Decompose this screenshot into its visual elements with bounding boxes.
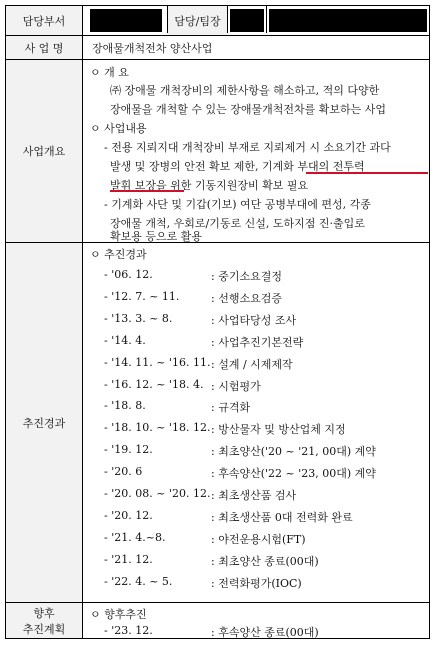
content-text: 발휘 보장을 위한 기동지원장비 확보 필요 [110,179,309,192]
timeline-desc: : 야전운용시험(FT) [211,533,306,546]
timeline-desc: : 최초생산품 0대 전력화 완료 [211,511,353,524]
manager-label: 담당/팀장 [168,6,227,35]
content-text: - 전용 지뢰지대 개척장비 부재로 지뢰제거 시 소요기간 과다 [104,141,391,154]
future-desc: : 후속양산 종료(00대) [211,626,319,639]
timeline-date: - '18. 8. [104,399,146,412]
overview-label: 사업개요 [6,60,82,242]
dept-label: 담당부서 [6,6,82,35]
timeline-desc: : 최초양산 종료(00대) [211,555,319,568]
timeline-date: - '19. 12. [104,443,153,456]
timeline-date: - '20. 6 [104,465,143,478]
content-text: - 기계화 사단 및 기갑(기보) 여단 공병부대에 편성, 각종 [104,198,371,211]
project-name: 장애물개척전차 양산사업 [92,42,213,55]
future-date: - '23. 12. [104,624,153,637]
overview-text: ㈜ 장애물 개척장비의 제한사항을 해소하고, 적의 다양한 [110,84,380,97]
timeline-date: - '14. 11. ~ '16. 11. [104,356,211,369]
timeline-date: - '14. 4. [104,334,146,347]
timeline-desc: : 방산물자 및 방산업체 지정 [211,423,346,436]
project-name-label: 사 업 명 [6,36,82,59]
timeline-date: - '20. 12. [104,509,153,522]
overview-heading: ㅇ 개 요 [90,66,129,79]
timeline-date: - '16. 12. ~ '18. 4. [104,378,204,391]
progress-heading: ㅇ 추진경과 [90,248,147,261]
redacted-manager-name [269,9,427,32]
timeline-desc: : 최초생산품 검사 [211,489,297,502]
timeline-date: - '21. 4.~8. [104,531,166,544]
overview-text: 장애물을 개척할 수 있는 장애물개척전차를 확보하는 사업 [110,103,387,116]
progress-label: 추진경과 [6,243,82,602]
column-divider [227,6,228,33]
content-text: 발생 및 장병의 안전 확보 제한, 기계화 부대의 전투력 [110,160,365,173]
timeline-date: - '12. 7. ~ 11. [104,290,180,303]
timeline-desc: : 사업추진기본전략 [211,336,304,349]
future-label-line1: 향후 [33,606,55,620]
timeline-desc: : 최초양산('20 ~ '21, 00대) 계약 [211,445,376,458]
column-divider [82,6,83,638]
timeline-date: - '22. 4. ~ 5. [104,575,173,588]
redacted-dept [90,9,162,32]
content-heading: ㅇ 사업내용 [90,122,147,135]
content-text: 장애물 개척, 우회로/기동로 신설, 도하지점 진·출입로 [110,217,365,230]
timeline-date: - '20. 08. ~ '20. 12. [104,487,211,500]
future-label-line2: 추진계획 [22,622,66,636]
timeline-date: - '06. 12. [104,268,153,281]
redacted-manager [230,9,264,32]
highlight-underline [306,172,428,174]
timeline-desc: : 사업타당성 조사 [211,314,297,327]
timeline-date: - '21. 12. [104,553,153,566]
timeline-desc: : 시험평가 [211,380,261,393]
content-text: 확보용 등으로 활용 [110,230,203,243]
timeline-desc: : 설계 / 시제제작 [211,358,293,371]
timeline-desc: : 규격화 [211,401,251,414]
timeline-desc: : 전력화평가(IOC) [211,577,302,590]
timeline-date: - '13. 3. ~ 8. [104,312,173,325]
future-label [6,603,82,638]
timeline-desc: : 선행소요검증 [211,292,282,305]
highlight-underline [110,190,184,192]
timeline-desc: : 중기소요결정 [211,270,282,283]
project-table [5,5,430,639]
future-heading: ㅇ 향후추진 [90,608,147,621]
column-divider [266,6,267,33]
timeline-desc: : 후속양산('22 ~ '23, 00대) 계약 [211,467,376,480]
timeline-date: - '18. 10. ~ '18. 12. [104,421,211,434]
